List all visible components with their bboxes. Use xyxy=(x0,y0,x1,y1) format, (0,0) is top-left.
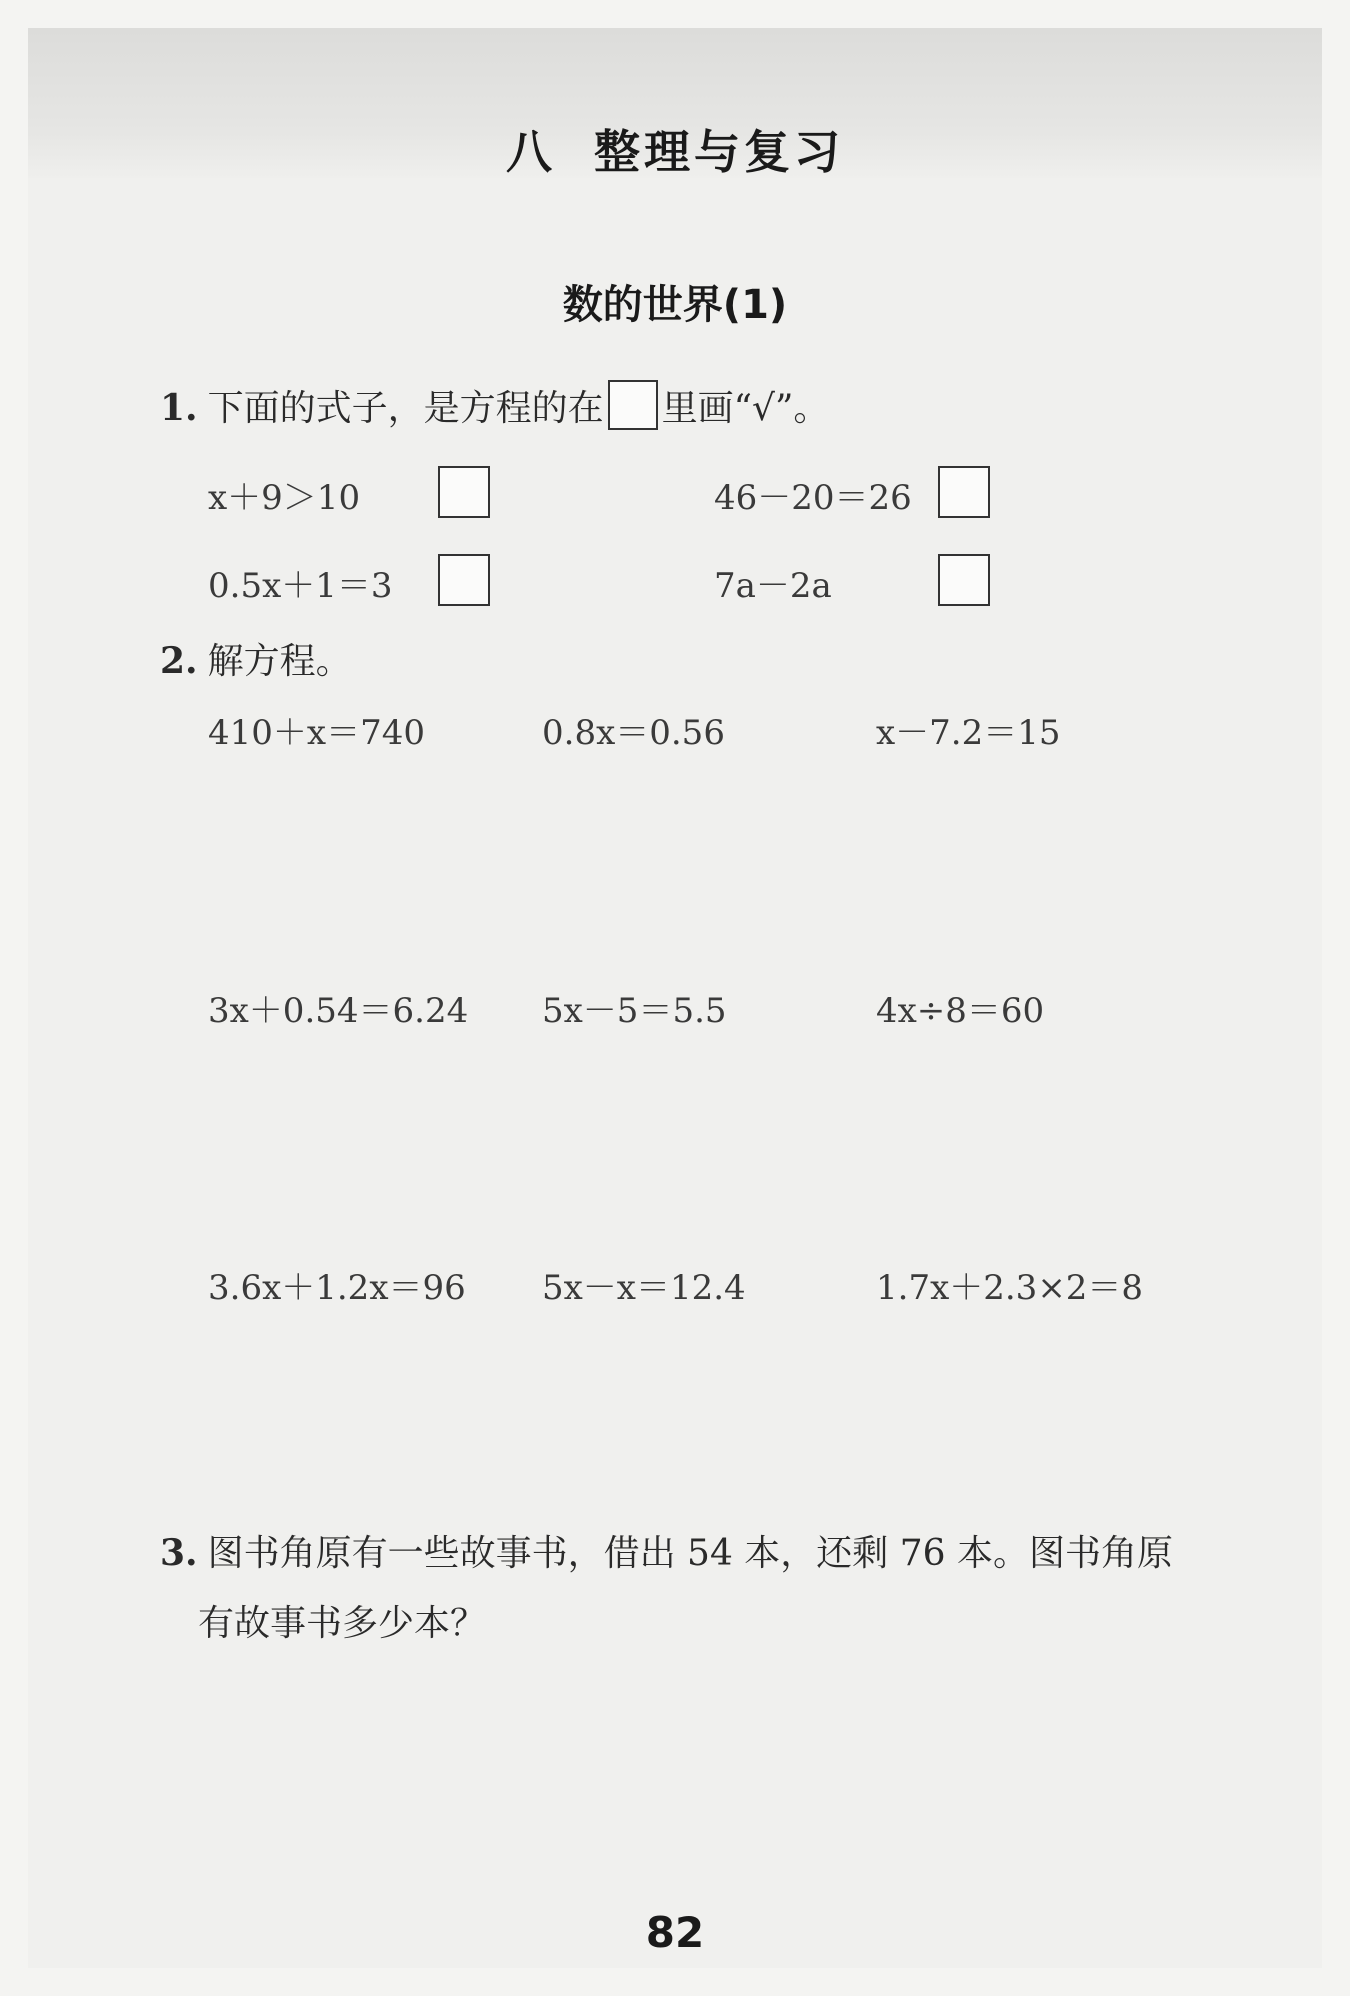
section-title: 数的世界(1) xyxy=(562,282,788,328)
question-2-text: 解方程。 xyxy=(207,641,352,682)
chapter-name: 整理与复习 xyxy=(594,125,844,179)
equation-9: 1.7x＋2.3×2＝8 xyxy=(876,1268,1144,1308)
page-number: 82 xyxy=(645,1908,705,1957)
workbook-page xyxy=(28,28,1322,1968)
question-1-number: 1. xyxy=(160,387,198,429)
chapter-number: 八 xyxy=(506,125,556,179)
q1-expression-2: 46－20＝26 xyxy=(714,478,912,518)
question-1-text-after: 里画“√”。 xyxy=(661,388,830,429)
equation-6: 4x÷8＝60 xyxy=(876,991,1045,1031)
q1-expression-3: 0.5x＋1＝3 xyxy=(208,566,393,606)
equation-3: x－7.2＝15 xyxy=(876,713,1061,753)
q1-expression-4: 7a－2a xyxy=(714,566,832,606)
equation-2: 0.8x＝0.56 xyxy=(542,713,725,753)
equation-1: 410＋x＝740 xyxy=(208,713,425,753)
question-1-prompt xyxy=(160,380,829,431)
q1-expression-1: x＋9＞10 xyxy=(208,478,361,518)
question-3 xyxy=(160,1518,1270,1659)
equation-8: 5x－x＝12.4 xyxy=(542,1268,746,1308)
q1-answer-box-3[interactable] xyxy=(438,554,490,606)
question-1-text-before: 下面的式子，是方程的在 xyxy=(207,388,604,429)
question-2-number: 2. xyxy=(160,640,198,682)
q1-answer-box-2[interactable] xyxy=(938,466,990,518)
equation-5: 5x－5＝5.5 xyxy=(542,991,727,1031)
example-answer-box xyxy=(608,380,658,430)
q1-answer-box-4[interactable] xyxy=(938,554,990,606)
question-3-line-2: 有故事书多少本？ xyxy=(198,1603,487,1644)
equation-7: 3.6x＋1.2x＝96 xyxy=(208,1268,466,1308)
question-3-number: 3. xyxy=(160,1532,198,1574)
equation-4: 3x＋0.54＝6.24 xyxy=(208,991,469,1031)
question-3-line-1: 图书角原有一些故事书，借出 54 本，还剩 76 本。图书角原 xyxy=(207,1533,1173,1574)
q1-answer-box-1[interactable] xyxy=(438,466,490,518)
question-2-prompt xyxy=(160,633,352,684)
chapter-title xyxy=(28,116,1322,182)
